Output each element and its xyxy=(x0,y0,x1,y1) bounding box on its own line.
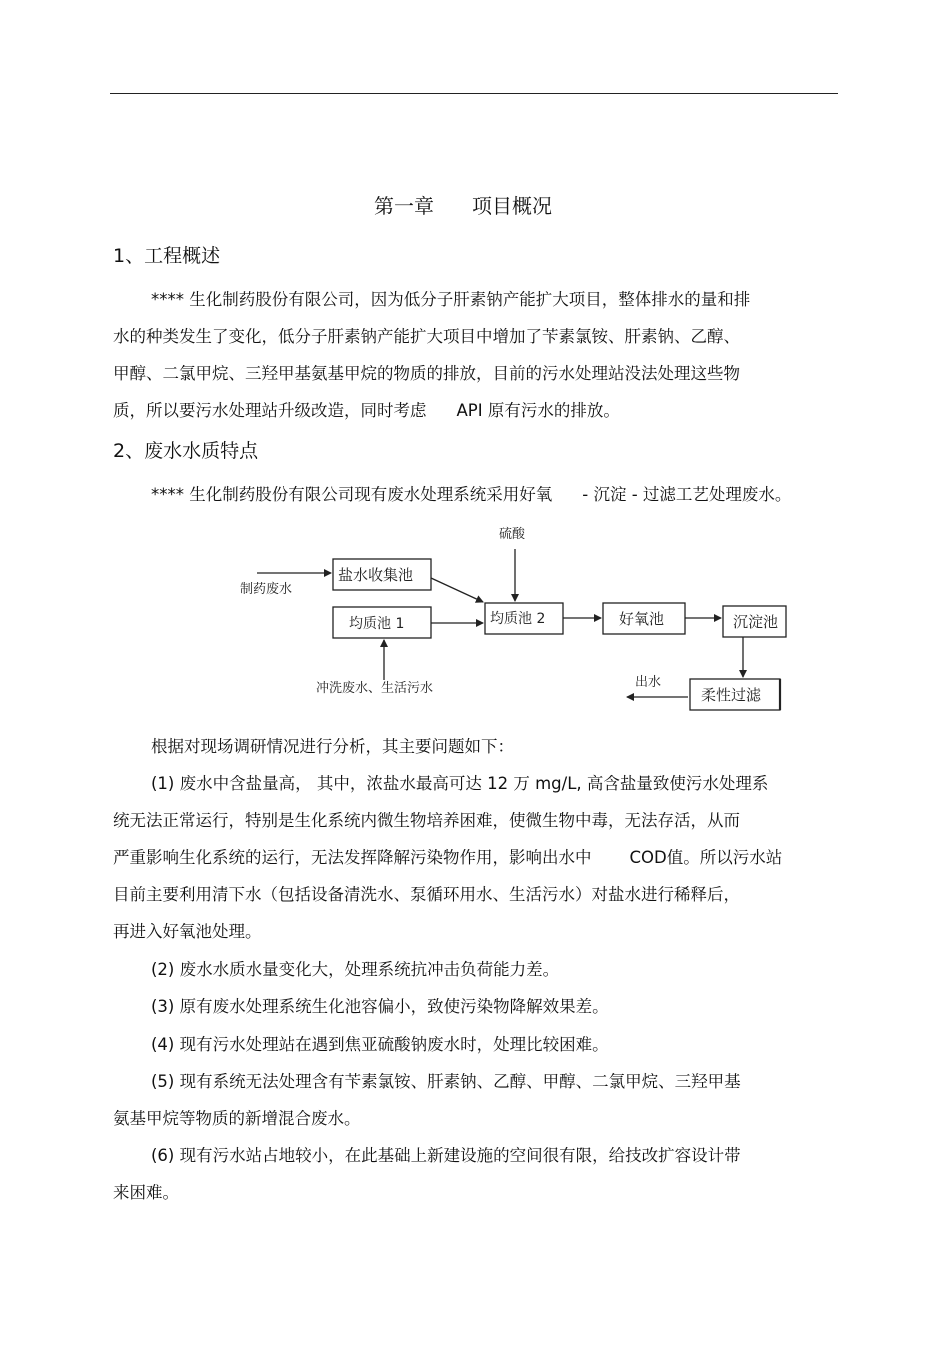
p1-line-3 xyxy=(113,848,782,868)
p5-line-1: (5) 现有系统无法处理含有苄素氯铵、肝素钠、乙醇、甲醇、二氯甲烷、三羟甲基 xyxy=(151,1072,741,1091)
s1-line-3: 甲醇、二氯甲烷、三羟甲基氨基甲烷的物质的排放，目前的污水处理站没法处理这些物 xyxy=(113,364,740,383)
p1-line-3b: COD值。所以污水站 xyxy=(629,848,783,867)
section-heading-1: 1、工程概述 xyxy=(113,245,221,267)
p1-line-3a: 严重影响生化系统的运行，无法发挥降解污染物作用，影响出水中 xyxy=(113,848,592,867)
p6-line-1: (6) 现有污水站占地较小，在此基础上新建设施的空间很有限，给技改扩容设计带 xyxy=(151,1146,741,1165)
eq-tank-2-label: 均质池 2 xyxy=(490,611,546,627)
s1-line-4a: 质，所以要污水处理站升级改造，同时考虑 xyxy=(113,401,427,420)
p1-line-1: (1) 废水中含盐量高， 其中，浓盐水最高可达 12 万 mg/L, 高含盐量致使污水处理系 xyxy=(151,774,769,793)
section-heading-2: 2、废水水质特点 xyxy=(113,440,259,462)
analysis-intro: 根据对现场调研情况进行分析，其主要问题如下： xyxy=(151,737,514,756)
sulfuric-acid-label: 硫酸 xyxy=(499,527,526,542)
s2-line-1a: **** 生化制药股份有限公司现有废水处理系统采用好氧 xyxy=(151,485,553,504)
chapter-name: 项目概况 xyxy=(472,194,552,218)
p1-line-4: 目前主要利用清下水（包括设备清洗水、泵循环用水、生活污水）对盐水进行稀释后， xyxy=(113,885,740,904)
eq-tank-1-label: 均质池 1 xyxy=(349,616,405,632)
p1-line-2: 统无法正常运行，特别是生化系统内微生物培养困难，使微生物中毒，无法存活，从而 xyxy=(113,811,740,830)
p6-line-2: 来困难。 xyxy=(113,1183,179,1202)
aerobic-tank-label: 好氧池 xyxy=(619,610,665,628)
settling-tank-label: 沉淀池 xyxy=(733,613,779,631)
rinse-domestic-label: 冲洗废水、生活污水 xyxy=(316,681,434,696)
chapter-number: 第一章 xyxy=(374,194,434,218)
p1-line-5: 再进入好氧池处理。 xyxy=(113,922,262,941)
pharma-wastewater-label: 制药废水 xyxy=(240,582,293,597)
s1-line-4b: API 原有污水的排放。 xyxy=(456,401,620,420)
outlet-label: 出水 xyxy=(635,675,662,690)
brine-tank-label: 盐水收集池 xyxy=(338,566,414,584)
p3-line: (3) 原有废水处理系统生化池容偏小，致使污染物降解效果差。 xyxy=(151,997,609,1016)
flexible-filter-label: 柔性过滤 xyxy=(701,686,762,704)
p4-line: (4) 现有污水处理站在遇到焦亚硫酸钠废水时，处理比较困难。 xyxy=(151,1035,609,1054)
p2-line: (2) 废水水质水量变化大，处理系统抗冲击负荷能力差。 xyxy=(151,960,560,979)
s2-line-1b: - 沉淀 - 过滤工艺处理废水。 xyxy=(582,485,792,504)
s1-line-2: 水的种类发生了变化，低分子肝素钠产能扩大项目中增加了苄素氯铵、肝素钠、乙醇、 xyxy=(113,327,740,346)
p5-line-2: 氨基甲烷等物质的新增混合废水。 xyxy=(113,1109,361,1128)
arrow-brine-to-eq2 xyxy=(431,578,483,602)
s1-line-1: **** 生化制药股份有限公司，因为低分子肝素钠产能扩大项目，整体排水的量和排 xyxy=(151,290,751,309)
